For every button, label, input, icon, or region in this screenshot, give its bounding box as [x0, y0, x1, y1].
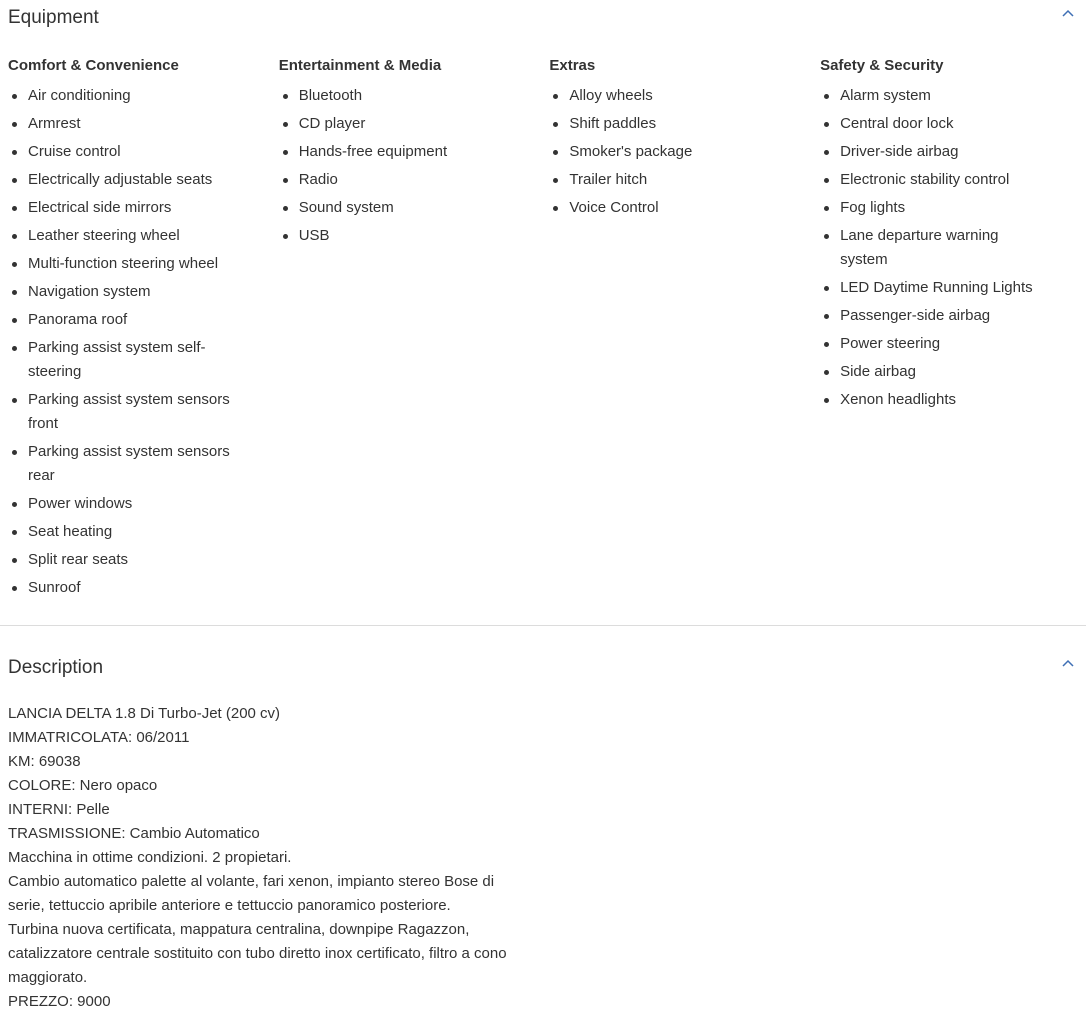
equipment-item: Sunroof — [8, 576, 238, 600]
equipment-item: Hands-free equipment — [279, 140, 509, 164]
equipment-category — [549, 56, 820, 604]
equipment-item: Electrically adjustable seats — [8, 168, 238, 192]
equipment-item: Navigation system — [8, 280, 238, 304]
equipment-item: LED Daytime Running Lights — [820, 276, 1050, 300]
equipment-item: Xenon headlights — [820, 388, 1050, 412]
equipment-item: Electrical side mirrors — [8, 196, 238, 220]
equipment-item: Power windows — [8, 492, 238, 516]
equipment-category — [820, 56, 1086, 604]
equipment-item: Seat heating — [8, 520, 238, 544]
description-section — [0, 650, 1086, 1010]
equipment-list — [820, 84, 1086, 412]
equipment-item: Split rear seats — [8, 548, 238, 572]
equipment-item: Parking assist system self-steering — [8, 336, 238, 384]
description-line: TRASMISSIONE: Cambio Automatico — [8, 825, 260, 842]
description-line: Turbina nuova certificata, mappatura centralina, downpipe Ragazzon, catalizzatore centrale sostituito con tubo diretto inox certificato, filtro a cono maggiorato. — [8, 921, 507, 986]
equipment-item: Alarm system — [820, 84, 1050, 108]
description-line: Macchina in ottime condizioni. 2 propietari. — [8, 849, 292, 866]
equipment-header[interactable] — [0, 0, 1086, 40]
equipment-item: Driver-side airbag — [820, 140, 1050, 164]
equipment-item: Lane departure warning system — [820, 224, 1050, 272]
description-line: INTERNI: Pelle — [8, 801, 110, 818]
equipment-item: Radio — [279, 168, 509, 192]
description-line: Cambio automatico palette al volante, fari xenon, impianto stereo Bose di serie, tettuccio apribile anteriore e tettuccio panoramico posteriore. — [8, 873, 495, 914]
category-title: Extras — [549, 57, 596, 74]
description-line: KM: 69038 — [8, 753, 81, 770]
description-body — [8, 702, 528, 1014]
category-title: Safety & Security — [820, 57, 944, 74]
equipment-item: Voice Control — [549, 196, 779, 220]
equipment-item: Smoker's package — [549, 140, 779, 164]
equipment-item: CD player — [279, 112, 509, 136]
description-line: PREZZO: 9000 — [8, 993, 111, 1010]
category-title: Entertainment & Media — [278, 57, 442, 74]
equipment-category — [279, 56, 550, 604]
equipment-item: Armrest — [8, 112, 238, 136]
equipment-item: Alloy wheels — [549, 84, 779, 108]
equipment-item: Cruise control — [8, 140, 238, 164]
category-title: Comfort & Convenience — [8, 57, 179, 74]
equipment-item: Power steering — [820, 332, 1050, 356]
equipment-item: Passenger-side airbag — [820, 304, 1050, 328]
equipment-item: Leather steering wheel — [8, 224, 238, 248]
equipment-item: Trailer hitch — [549, 168, 779, 192]
description-line: IMMATRICOLATA: 06/2011 — [8, 729, 190, 746]
equipment-item: Bluetooth — [279, 84, 509, 108]
equipment-item: Central door lock — [820, 112, 1050, 136]
equipment-item: Panorama roof — [8, 308, 238, 332]
equipment-item: Electronic stability control — [820, 168, 1050, 192]
equipment-category — [8, 56, 279, 604]
equipment-item: Sound system — [279, 196, 509, 220]
chevron-up-icon[interactable] — [1060, 656, 1076, 672]
description-title: Description — [8, 657, 104, 678]
equipment-item: Parking assist system sensors rear — [8, 440, 238, 488]
description-line: COLORE: Nero opaco — [8, 777, 158, 794]
equipment-grid — [8, 56, 1078, 604]
equipment-list — [8, 84, 279, 600]
equipment-item: Parking assist system sensors front — [8, 388, 238, 436]
equipment-list — [549, 84, 820, 220]
equipment-title: Equipment — [8, 7, 99, 28]
description-header[interactable] — [0, 650, 1086, 690]
equipment-item: Air conditioning — [8, 84, 238, 108]
equipment-item: Fog lights — [820, 196, 1050, 220]
section-divider — [0, 625, 1086, 626]
equipment-list — [279, 84, 550, 248]
description-line: LANCIA DELTA 1.8 Di Turbo-Jet (200 cv) — [8, 705, 281, 722]
equipment-item: Shift paddles — [549, 112, 779, 136]
equipment-item: Multi-function steering wheel — [8, 252, 238, 276]
chevron-up-icon[interactable] — [1060, 6, 1076, 22]
equipment-item: USB — [279, 224, 509, 248]
equipment-item: Side airbag — [820, 360, 1050, 384]
